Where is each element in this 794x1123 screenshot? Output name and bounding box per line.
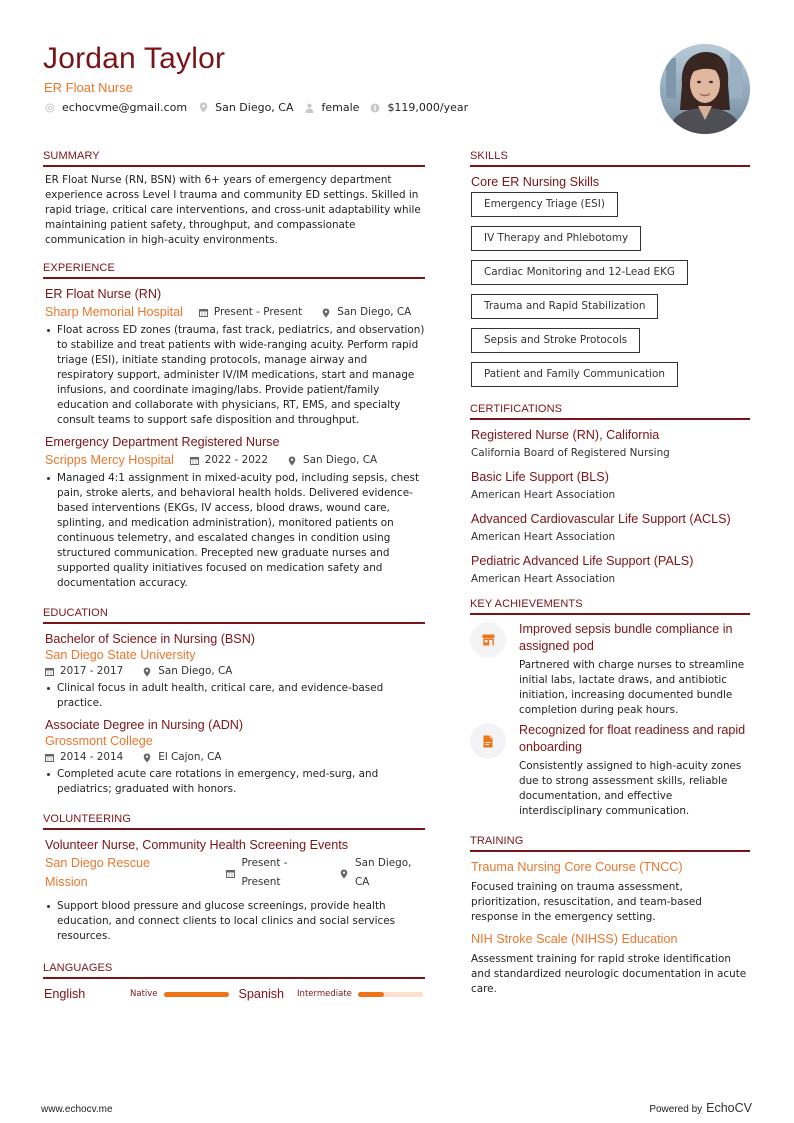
location-text: El Cajon, CA <box>158 751 222 763</box>
job-location <box>322 303 411 322</box>
summary-text: ER Float Nurse (RN, BSN) with 6+ years of emergency department experience across Level I trauma and community ED settings. Skilled in rapid triage, critical care interventions, and cross-unit adaptability while maintaining patient safety, throughput, and compassionate communication in high-acuity environments. <box>45 174 421 246</box>
training-description: Assessment training for rapid stroke identification and standardized neurologic documentation in acute care. <box>471 953 747 995</box>
education-meta <box>45 749 425 766</box>
edu-location <box>143 663 232 680</box>
language-level: Native <box>130 989 158 999</box>
experience-item <box>45 285 425 428</box>
summary-section <box>43 150 425 248</box>
degree-title: Bachelor of Science in Nursing (BSN) <box>45 632 255 646</box>
section-title-achievements: KEY ACHIEVEMENTS <box>470 598 750 615</box>
achievement-title: Improved sepsis bundle compliance in assigned pod <box>519 622 733 653</box>
employer-name: Scripps Mercy Hospital <box>45 453 174 467</box>
certifications-section <box>470 403 750 588</box>
location-text: San Diego, CA <box>158 665 233 677</box>
job-title: ER Float Nurse (RN) <box>45 287 162 301</box>
training-item <box>470 930 750 997</box>
bullet-item: Clinical focus in adult health, critical care, and evidence-based practice. <box>45 681 425 711</box>
volunteer-bullets <box>45 899 425 944</box>
skill-tag: IV Therapy and Phlebotomy <box>471 226 641 251</box>
dates-text: 2022 - 2022 <box>204 454 269 466</box>
skill-tag: Patient and Family Communication <box>471 362 678 387</box>
map-pin-icon <box>288 456 297 465</box>
footer-powered-by[interactable] <box>649 1101 752 1115</box>
training-name: Trauma Nursing Core Course (TNCC) <box>471 860 683 874</box>
school-name: Grossmont College <box>45 734 153 748</box>
avatar <box>660 44 750 134</box>
candidate-role: ER Float Nurse <box>44 80 133 95</box>
section-title-volunteering: VOLUNTEERING <box>43 813 425 830</box>
section-title-certifications: CERTIFICATIONS <box>470 403 750 420</box>
map-pin-icon <box>198 103 208 113</box>
org-row <box>45 854 425 892</box>
certification-item <box>470 468 750 504</box>
brand-logo-text: EchoCV <box>706 1101 752 1115</box>
school-name: San Diego State University <box>45 648 196 662</box>
volunteering-section <box>43 813 425 944</box>
certification-issuer: American Heart Association <box>471 573 616 585</box>
contact-gender <box>305 101 360 114</box>
training-item <box>470 858 750 925</box>
language-proficiency-fill <box>164 992 229 997</box>
section-title-training: TRAINING <box>470 835 750 852</box>
language-name: English <box>44 987 86 1001</box>
skills-section <box>470 150 750 393</box>
dates-text: 2014 - 2014 <box>60 751 124 763</box>
dates-text: 2017 - 2017 <box>60 665 124 677</box>
training-description: Focused training on trauma assessment, prioritization, resuscitation, and team-based response in the emergency setting. <box>471 881 702 923</box>
education-bullets <box>45 681 425 711</box>
salary-text: $119,000/year <box>387 101 469 114</box>
at-icon <box>45 103 55 113</box>
organization-name: San Diego Rescue Mission <box>45 856 151 889</box>
languages-row <box>43 985 425 1003</box>
degree-title: Associate Degree in Nursing (ADN) <box>45 718 244 732</box>
map-pin-icon <box>340 869 349 878</box>
map-pin-icon <box>143 667 152 676</box>
location-text: San Diego, CA <box>337 306 412 318</box>
achievement-description: Partnered with charge nurses to streamline initial labs, lactate draws, and antibiotic initiation, increasing documented bundle completion during peak hours. <box>519 659 745 716</box>
education-item <box>45 716 425 797</box>
bullet-item: Completed acute care rotations in emergency, med-surg, and pediatrics; graduated with honors. <box>45 767 425 797</box>
certification-issuer: American Heart Association <box>471 531 616 543</box>
right-column <box>470 150 750 1007</box>
calendar-icon <box>45 753 54 762</box>
achievement-content <box>519 621 750 718</box>
experience-section <box>43 262 425 591</box>
section-title-languages: LANGUAGES <box>43 962 425 979</box>
map-pin-icon <box>322 308 331 317</box>
bullet-item: Float across ED zones (trauma, fast track, pediatrics, and observation) to stabilize and treat patients with wide-ranging acuity. Perform rapid triage (ESI), initiate standing protocols, manage airway and respiratory support, administer IV/IM medications, start and manage infusions, and coordinate imaging/labs. Provide patient/family education and collaborate with physicians, RT, EMS, and specialty consult teams to support safe disposition and throughput. <box>45 323 425 428</box>
section-title-skills: SKILLS <box>470 150 750 167</box>
contact-row <box>45 101 479 114</box>
edu-dates <box>45 749 123 766</box>
calendar-icon <box>226 869 235 878</box>
location-text: San Diego, CA <box>215 101 294 114</box>
certification-name: Basic Life Support (BLS) <box>471 470 609 484</box>
job-dates <box>190 451 268 470</box>
map-pin-icon <box>143 753 152 762</box>
edu-location <box>143 749 221 766</box>
certification-name: Registered Nurse (RN), California <box>471 428 660 442</box>
education-section <box>43 607 425 797</box>
section-title-experience: EXPERIENCE <box>43 262 425 279</box>
left-column <box>43 150 425 1013</box>
language-level: Intermediate <box>297 989 352 999</box>
bullet-item: Support blood pressure and glucose screenings, provide health education, and connect clients to local clinics and social services resources. <box>45 899 425 944</box>
achievement-title: Recognized for float readiness and rapid onboarding <box>519 723 746 754</box>
language-proficiency-bar <box>358 992 423 997</box>
location-text: San Diego, CA <box>303 454 378 466</box>
email-text: echocvme@gmail.com <box>62 101 188 114</box>
user-icon <box>305 103 315 113</box>
contact-salary <box>370 101 468 114</box>
education-item <box>45 630 425 711</box>
certification-item <box>470 510 750 546</box>
contact-email[interactable] <box>45 101 187 114</box>
dates-text: Present - Present <box>241 857 288 888</box>
volunteering-item <box>45 836 425 944</box>
achievement-content <box>519 722 750 819</box>
skill-tag: Trauma and Rapid Stabilization <box>471 294 658 319</box>
language-proficiency-fill <box>358 992 384 997</box>
achievement-item <box>470 722 750 819</box>
certification-issuer: American Heart Association <box>471 489 616 501</box>
job-bullets <box>45 471 425 591</box>
candidate-name: Jordan Taylor <box>43 42 226 75</box>
skill-tag: Cardiac Monitoring and 12-Lead EKG <box>471 260 688 285</box>
achievement-description: Consistently assigned to high-acuity zones due to strong assessment skills, reliable documentation, and effective interdisciplinary communication. <box>519 760 742 817</box>
certification-item <box>470 552 750 588</box>
skill-group-title: Core ER Nursing Skills <box>471 175 600 189</box>
dollar-circle-icon <box>370 103 380 113</box>
job-bullets <box>45 323 425 428</box>
training-name: NIH Stroke Scale (NIHSS) Education <box>471 932 678 946</box>
footer-website-link[interactable]: www.echocv.me <box>41 1104 113 1115</box>
certification-item <box>470 426 750 462</box>
language-proficiency-bar <box>164 992 229 997</box>
certification-name: Pediatric Advanced Life Support (PALS) <box>471 554 694 568</box>
dates-text: Present - Present <box>213 306 303 318</box>
certification-name: Advanced Cardiovascular Life Support (ACLS) <box>471 512 731 526</box>
volunteer-role: Volunteer Nurse, Community Health Screening Events <box>45 838 349 852</box>
experience-item <box>45 433 425 591</box>
contact-location <box>198 101 293 114</box>
skills-list <box>470 191 750 393</box>
job-title: Emergency Department Registered Nurse <box>45 435 280 449</box>
languages-section <box>43 962 425 1003</box>
volunteer-location <box>340 854 425 892</box>
calendar-icon <box>45 667 54 676</box>
location-text: San Diego, CA <box>354 857 412 888</box>
skill-tag: Sepsis and Stroke Protocols <box>471 328 640 353</box>
org-row <box>45 451 425 470</box>
achievements-section <box>470 598 750 819</box>
job-dates <box>199 303 302 322</box>
calendar-icon <box>199 308 208 317</box>
achievement-item <box>470 621 750 718</box>
powered-by-label: Powered by <box>649 1104 703 1115</box>
volunteer-dates <box>226 854 324 892</box>
calendar-icon <box>190 456 199 465</box>
language-name: Spanish <box>238 987 285 1001</box>
edu-dates <box>45 663 123 680</box>
section-title-summary: SUMMARY <box>43 150 425 167</box>
gender-text: female <box>321 101 360 114</box>
org-row <box>45 303 425 322</box>
document-icon <box>470 723 506 759</box>
certification-issuer: California Board of Registered Nursing <box>471 447 670 459</box>
employer-name: Sharp Memorial Hospital <box>45 305 183 319</box>
education-meta <box>45 663 425 680</box>
bullet-item: Managed 4:1 assignment in mixed-acuity pod, including sepsis, chest pain, stroke alerts, and behavioral health holds. Delivered evidence-based interventions (EKGs, IV access, blood draws, wound care, splinting, and medication administration), monitored patients on continuous telemetry, and escalated changes in condition using structured communication. Precepted new graduate nurses and supported quality initiatives focused on medication safety and documentation accuracy. <box>45 471 425 591</box>
store-icon <box>470 622 506 658</box>
training-section <box>470 835 750 997</box>
skill-tag: Emergency Triage (ESI) <box>471 192 618 217</box>
section-title-education: EDUCATION <box>43 607 425 624</box>
job-location <box>288 451 377 470</box>
education-bullets <box>45 767 425 797</box>
